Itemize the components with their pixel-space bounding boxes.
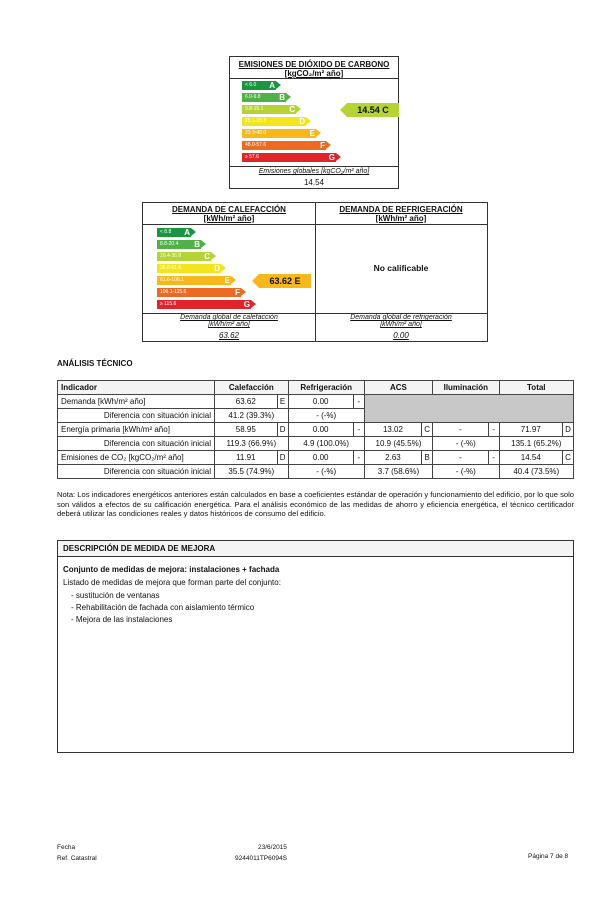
co2-bar-letter: A bbox=[269, 81, 275, 90]
heating-bar-tip bbox=[251, 300, 256, 308]
row-label: Demanda [kWh/m² año] bbox=[58, 395, 215, 409]
heating-bar-b bbox=[157, 240, 201, 249]
measure-list bbox=[71, 590, 254, 626]
co2-global-divider bbox=[230, 166, 398, 167]
heating-bar-g bbox=[157, 300, 251, 309]
table-row bbox=[58, 451, 574, 465]
cell-value: 40.4 (73.5%) bbox=[499, 465, 573, 479]
heating-title-line1: DEMANDA DE CALEFACCIÓN bbox=[172, 205, 286, 214]
tech-header-row bbox=[58, 381, 574, 395]
heating-global-label-2: [kWh/m² año] bbox=[208, 321, 250, 328]
co2-global-label: Emisiones globales [kgCO₂/m² año] bbox=[258, 168, 370, 175]
co2-bar-letter: E bbox=[309, 129, 315, 138]
cell-value: 0.00 bbox=[288, 395, 353, 409]
list-item: - sustitución de ventanas bbox=[71, 591, 160, 600]
heating-bar-tip bbox=[221, 264, 226, 272]
heating-global-label-1: Demanda global de calefacción bbox=[180, 314, 278, 321]
cell-value: 3.7 (58.6%) bbox=[364, 465, 432, 479]
cell-letter: - bbox=[488, 423, 499, 437]
cooling-global-label-1: Demanda global de refrigeración bbox=[350, 314, 452, 321]
cooling-global-value: 0.00 bbox=[393, 331, 409, 340]
co2-bar-tip bbox=[336, 153, 341, 161]
table-row bbox=[58, 423, 574, 437]
list-item: - Mejora de las instalaciones bbox=[71, 615, 173, 624]
co2-bar-tip bbox=[316, 129, 321, 137]
cell-letter: - bbox=[488, 451, 499, 465]
tech-section-title: ANÁLISIS TÉCNICO bbox=[57, 359, 133, 368]
row-label: Diferencia con situación inicial bbox=[58, 465, 215, 479]
heating-bar-letter: C bbox=[204, 252, 210, 261]
heating-bar-e bbox=[157, 276, 231, 285]
cell-value: 4.9 (100.0%) bbox=[288, 437, 364, 451]
heating-bar-letter: G bbox=[243, 300, 250, 309]
heating-bar-c bbox=[157, 252, 211, 261]
col-total: Total bbox=[499, 381, 573, 395]
cell-value: 13.02 bbox=[364, 423, 421, 437]
cell-value: 58.95 bbox=[215, 423, 278, 437]
co2-bar-tip bbox=[306, 117, 311, 125]
cell-value: - bbox=[433, 423, 488, 437]
cell-letter: D bbox=[277, 451, 288, 465]
co2-bar-range: 48.0-57.6 bbox=[245, 142, 267, 148]
cooling-title-line1: DEMANDA DE REFRIGERACIÓN bbox=[339, 205, 463, 214]
cell-letter: B bbox=[422, 451, 433, 465]
co2-bar-range: 23.3-48.0 bbox=[245, 130, 267, 136]
co2-bar-range: ≥ 57.6 bbox=[245, 154, 259, 160]
col-iluminacion: Iluminación bbox=[433, 381, 499, 395]
heating-divider bbox=[143, 224, 315, 225]
rating-arrow-label: 14.54 C bbox=[357, 105, 389, 115]
footer-ref-label: Ref. Catastral bbox=[57, 855, 97, 862]
footer-page: Página 7 de 8 bbox=[528, 853, 569, 860]
co2-bar-range: < 6.0 bbox=[245, 82, 257, 88]
heating-panel bbox=[143, 203, 316, 341]
heating-title-line2: [kWh/m² año] bbox=[203, 214, 255, 223]
measure-title: DESCRIPCIÓN DE MEDIDA DE MEJORA bbox=[58, 541, 573, 557]
cell-value: 2.63 bbox=[364, 451, 421, 465]
col-refrigeracion: Refrigeración bbox=[288, 381, 364, 395]
heating-bar-range: 36.8-61.6 bbox=[160, 265, 182, 271]
table-row bbox=[58, 437, 574, 451]
list-item: - Rehabilitación de fachada con aislamiento térmico bbox=[71, 603, 255, 612]
rating-arrow-tip bbox=[252, 274, 259, 288]
cell-value: 63.62 bbox=[215, 395, 278, 409]
cooling-divider bbox=[315, 224, 487, 225]
row-label: Energía primaria [kWh/m² año] bbox=[58, 423, 215, 437]
co2-bar-tip bbox=[286, 93, 291, 101]
co2-bar-range: 6.0-9.8 bbox=[245, 94, 261, 100]
col-indicador: Indicador bbox=[58, 381, 215, 395]
table-row bbox=[58, 395, 574, 409]
heating-global-value: 63.62 bbox=[218, 331, 240, 340]
heating-bar-range: 20.4-36.8 bbox=[160, 253, 182, 259]
co2-rating-box bbox=[229, 56, 399, 189]
heating-bar-a bbox=[157, 228, 191, 237]
measure-set-title: Conjunto de medidas de mejora: instalaciones + fachada bbox=[63, 565, 280, 574]
cell-value: 41.2 (39.3%) bbox=[215, 409, 289, 423]
cell-value: 10.9 (45.5%) bbox=[364, 437, 432, 451]
co2-title-line2: [kgCO₂/m² año] bbox=[284, 69, 344, 78]
cell-value: 0.00 bbox=[288, 423, 353, 437]
heating-bar-tip bbox=[241, 288, 246, 296]
co2-bar-tip bbox=[326, 141, 331, 149]
heating-bar-d bbox=[157, 264, 221, 273]
row-label: Emisiones de CO₂ [kgCO₂/m² año] bbox=[58, 451, 215, 465]
cell-value: - (-%) bbox=[288, 409, 364, 423]
row-label: Diferencia con situación inicial bbox=[58, 409, 215, 423]
heating-rating-arrow bbox=[259, 274, 311, 288]
table-row bbox=[58, 465, 574, 479]
heating-bar-tip bbox=[211, 252, 216, 260]
footer-ref-value: 9244011TP6094S bbox=[235, 855, 287, 862]
cell-value: 11.91 bbox=[215, 451, 278, 465]
co2-title bbox=[230, 60, 398, 78]
tech-table bbox=[57, 380, 574, 479]
co2-rating-arrow bbox=[347, 103, 399, 117]
cell-value: 71.97 bbox=[499, 423, 562, 437]
cell-value: 14.54 bbox=[499, 451, 562, 465]
heating-bar-tip bbox=[231, 276, 236, 284]
cell-letter: - bbox=[353, 451, 364, 465]
heating-bar-letter: B bbox=[194, 240, 200, 249]
cell-letter: D bbox=[563, 423, 574, 437]
heating-title bbox=[143, 205, 315, 223]
measure-intro: Listado de medidas de mejora que forman parte del conjunto: bbox=[63, 578, 281, 587]
co2-bar-g bbox=[242, 153, 336, 162]
co2-bar-letter: D bbox=[299, 117, 305, 126]
heating-bar-letter: D bbox=[214, 264, 220, 273]
heating-bar-f bbox=[157, 288, 241, 297]
co2-bar-b bbox=[242, 93, 286, 102]
cooling-title-line2: [kWh/m² año] bbox=[375, 214, 427, 223]
col-calefaccion: Calefacción bbox=[215, 381, 289, 395]
co2-bar-d bbox=[242, 117, 306, 126]
co2-bar-a bbox=[242, 81, 276, 90]
row-label: Diferencia con situación inicial bbox=[58, 437, 215, 451]
co2-bar-range: 9.8-15.1 bbox=[245, 106, 264, 112]
footer-fecha-value: 23/6/2015 bbox=[258, 844, 287, 851]
co2-bar-letter: G bbox=[328, 153, 335, 162]
co2-global-value: 14.54 bbox=[303, 178, 325, 187]
cell-value: - (-%) bbox=[433, 465, 499, 479]
note-text: Nota: Los indicadores energéticos anteriores están calculados en base a coeficientes estándar de operación y funcionamiento del edificio, por lo que solo son válidos a efectos de su calificación energética. Para el análisis económico de las medidas de ahorro y eficiencia energética, el técnico certificador deberá utilizar las condiciones reales y datos históricos de consumo del edificio. bbox=[57, 490, 574, 518]
rating-arrow-tip bbox=[340, 103, 347, 117]
measure-box bbox=[57, 540, 574, 753]
heating-bar-tip bbox=[191, 228, 196, 236]
cell-letter: - bbox=[353, 423, 364, 437]
heating-bar-range: 8.8-20.4 bbox=[160, 241, 179, 247]
cooling-no-rating: No calificable bbox=[373, 263, 429, 273]
cell-letter: - bbox=[353, 395, 364, 409]
co2-bar-tip bbox=[276, 81, 281, 89]
cell-letter: D bbox=[277, 423, 288, 437]
cooling-title bbox=[315, 205, 487, 223]
heating-bar-tip bbox=[201, 240, 206, 248]
heating-bar-range: 106.1-115.6 bbox=[160, 289, 187, 295]
heating-bar-letter: A bbox=[184, 228, 190, 237]
co2-bar-c bbox=[242, 105, 296, 114]
cell-value: - bbox=[433, 451, 488, 465]
co2-title-line1: EMISIONES DE DIÓXIDO DE CARBONO bbox=[238, 60, 390, 69]
cooling-global-label-2: [kWh/m² año] bbox=[380, 321, 422, 328]
cell-letter: C bbox=[563, 451, 574, 465]
rating-arrow-label: 63.62 E bbox=[269, 276, 301, 286]
heating-bar-letter: E bbox=[224, 276, 230, 285]
demand-box bbox=[142, 202, 488, 342]
cell-letter: C bbox=[422, 423, 433, 437]
co2-bar-f bbox=[242, 141, 326, 150]
cell-value: 35.5 (74.9%) bbox=[215, 465, 289, 479]
co2-bar-letter: F bbox=[320, 141, 325, 150]
cell-value: 135.1 (65.2%) bbox=[499, 437, 573, 451]
heating-bar-range: ≥ 115.6 bbox=[160, 301, 177, 307]
cell-letter: E bbox=[277, 395, 288, 409]
footer-fecha-label: Fecha bbox=[57, 844, 76, 851]
col-acs: ACS bbox=[364, 381, 432, 395]
co2-bar-range: 15.1-23.3 bbox=[245, 118, 267, 124]
cell-value: 0.00 bbox=[288, 451, 353, 465]
heating-bar-range: < 8.8 bbox=[160, 229, 172, 235]
co2-bar-tip bbox=[296, 105, 301, 113]
heating-bar-letter: F bbox=[235, 288, 240, 297]
cell-value: 119.3 (66.9%) bbox=[215, 437, 289, 451]
co2-bar-e bbox=[242, 129, 316, 138]
cooling-panel bbox=[315, 203, 487, 341]
co2-bar-letter: B bbox=[279, 93, 285, 102]
co2-bar-letter: C bbox=[289, 105, 295, 114]
cell-value: - (-%) bbox=[433, 437, 499, 451]
heating-bar-range: 61.6-106.1 bbox=[160, 277, 184, 283]
cell-value: - (-%) bbox=[288, 465, 364, 479]
cell-empty bbox=[364, 395, 573, 423]
